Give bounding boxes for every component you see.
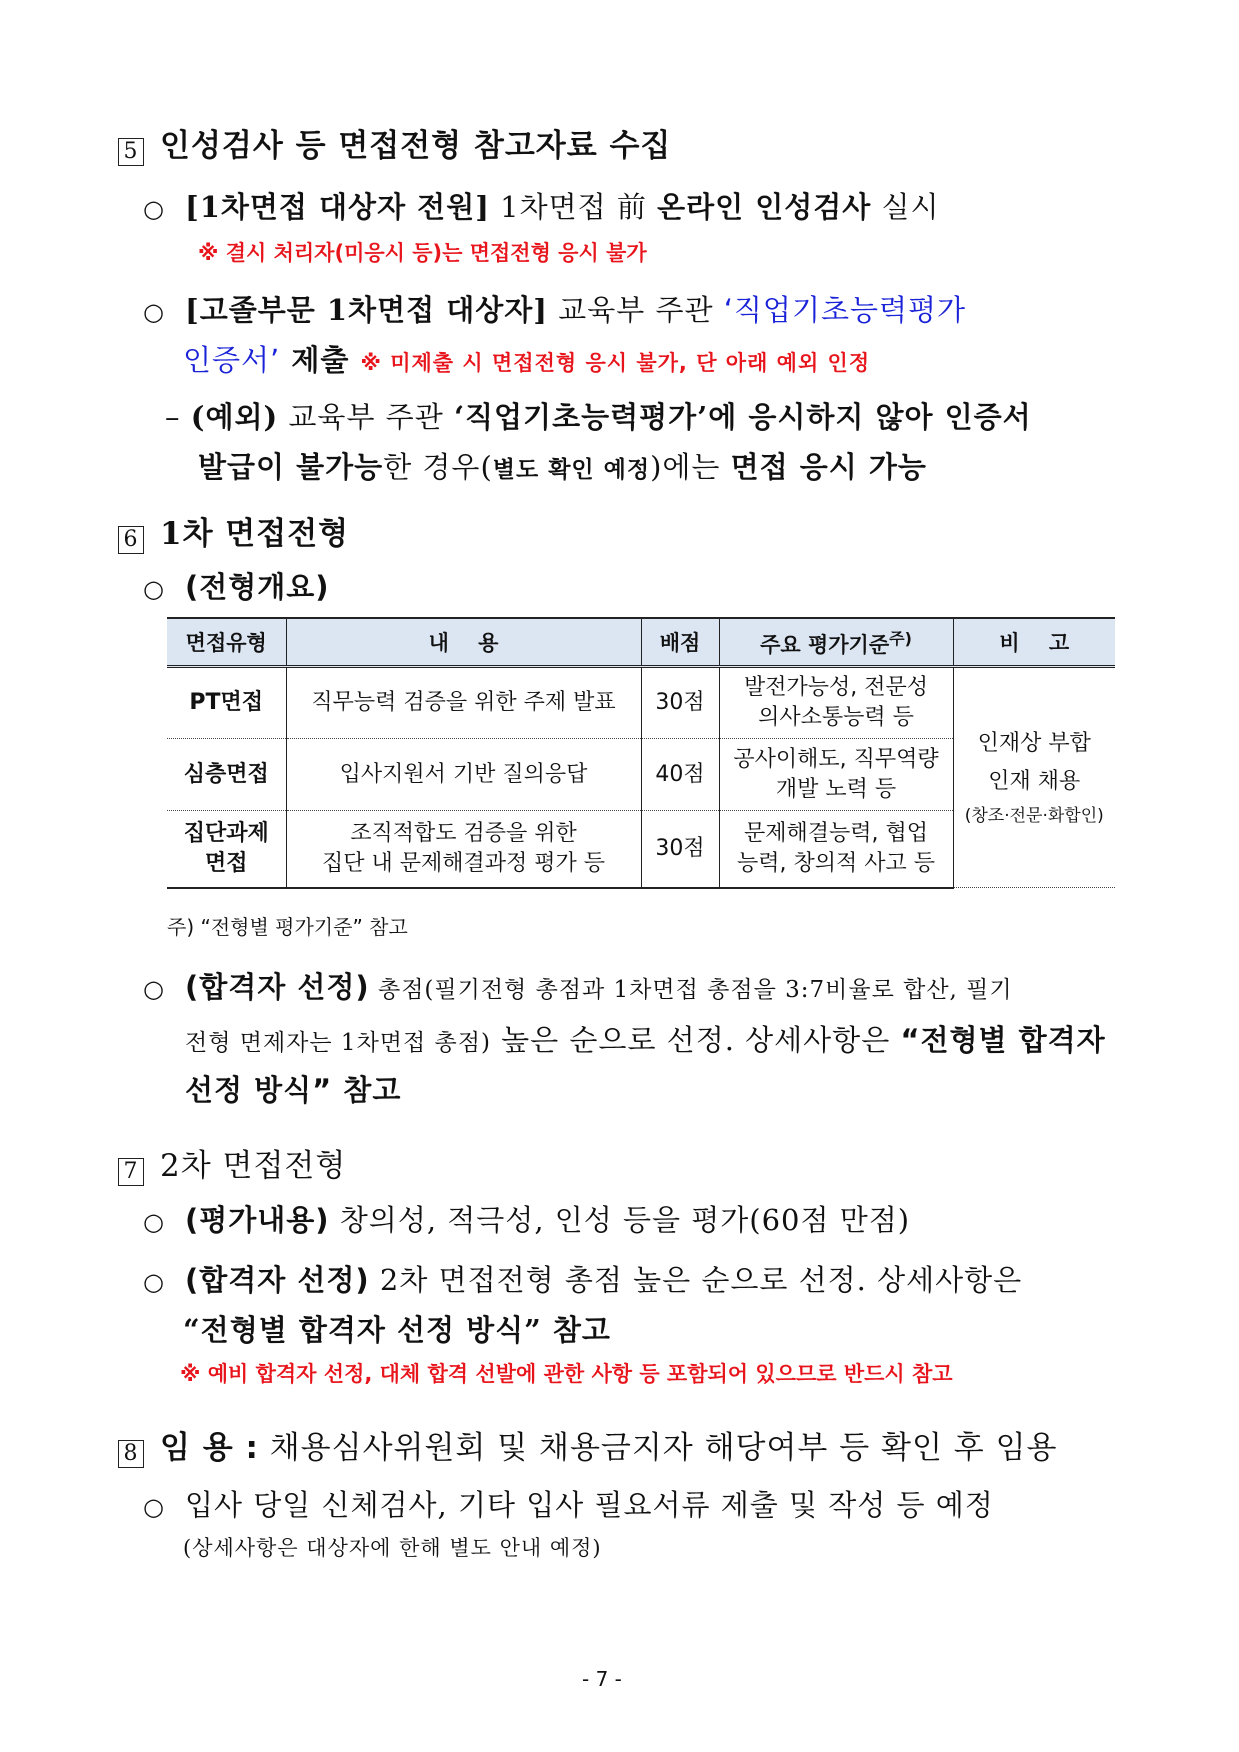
table-header-row — [167, 618, 1115, 667]
bullet-icon: ○ — [143, 1493, 165, 1521]
s5-bullet-2-cont: 인증서’ 제출 ※ 미제출 시 면접전형 응시 불가, 단 아래 예외 인정 — [183, 343, 871, 377]
bullet-icon: ○ — [143, 1208, 165, 1236]
s8-bullet: ○ 입사 당일 신체검사, 기타 입사 필요서류 제출 및 작성 등 예정 — [143, 1488, 994, 1522]
s7-eval: ○ (평가내용) 창의성, 적극성, 인성 등을 평가(60점 만점) — [143, 1203, 911, 1237]
section-6-heading — [118, 508, 349, 554]
section-number-box: 6 — [118, 526, 144, 554]
bullet-icon: ○ — [143, 975, 165, 1003]
s5-exception: – (예외) 교육부 주관 ‘직업기초능력평가’에 응시하지 않아 인증서 — [165, 400, 1032, 434]
section-7-heading — [118, 1140, 346, 1186]
s7-note: ※ 예비 합격자 선정, 대체 합격 선발에 관한 사항 등 포함되어 있으므로 반드시 참고 — [180, 1362, 953, 1386]
table-header: 비 고 — [953, 618, 1115, 667]
section-title: 인성검사 등 면접전형 참고자료 수집 — [160, 128, 672, 164]
s6-selection-cont2: 선정 방식” 참고 — [185, 1073, 402, 1107]
s8-sub: (상세사항은 대상자에 한해 별도 안내 예정) — [183, 1536, 602, 1560]
section-number-box: 8 — [118, 1440, 144, 1468]
table-header: 면접유형 — [167, 618, 286, 667]
s5-exception-cont: 발급이 불가능한 경우(별도 확인 예정)에는 면접 응시 가능 — [198, 450, 927, 484]
bullet-icon: ○ — [143, 1268, 165, 1296]
section-title: 1차 면접전형 — [160, 516, 350, 552]
s5-note-1: ※ 결시 처리자(미응시 등)는 면접전형 응시 불가 — [198, 241, 647, 265]
table-row: 집단과제 면접 조직적합도 검증을 위한 집단 내 문제해결과정 평가 등 30점 문제해결능력, 협업 능력, 창의적 사고 등 — [167, 811, 1115, 888]
s7-selection-cont: “전형별 합격자 선정 방식” 참고 — [183, 1313, 611, 1347]
bullet-icon: ○ — [143, 298, 165, 326]
remark-cell: 인재상 부합 인재 채용 (창조·전문·화합인) — [953, 667, 1115, 888]
table-row: 심층면접 입사지원서 기반 질의응답 40점 공사이해도, 직무역량 개발 노력 등 — [167, 739, 1115, 811]
table-footnote: 주) “전형별 평가기준” 참고 — [167, 915, 408, 939]
section-number-box: 5 — [118, 138, 144, 166]
interview-table — [167, 617, 1115, 889]
page-number: - 7 - — [582, 1667, 622, 1691]
s6-selection-cont: 전형 면제자는 1차면접 총점) 높은 순으로 선정. 상세사항은 “전형별 합격자 — [185, 1023, 1106, 1057]
table-header: 내 용 — [286, 618, 641, 667]
s5-note-2: ※ 미제출 시 면접전형 응시 불가, 단 아래 예외 인정 — [360, 351, 871, 375]
s6-overview: ○ (전형개요) — [143, 570, 330, 604]
s7-selection: ○ (합격자 선정) 2차 면접전형 총점 높은 순으로 선정. 상세사항은 — [143, 1263, 1023, 1297]
section-number-box: 7 — [118, 1158, 144, 1186]
bullet-icon: ○ — [143, 575, 165, 603]
section-8-heading: 8 임 용 : 채용심사위원회 및 채용금지자 해당여부 등 확인 후 임용 — [118, 1422, 1057, 1468]
table-row: PT면접 직무능력 검증을 위한 주제 발표 30점 발전가능성, 전문성 의사소통능력 등 인재상 부합 인재 채용 (창조·전문·화합인) — [167, 667, 1115, 739]
section-title: 2차 면접전형 — [160, 1148, 347, 1184]
table-header: 배점 — [641, 618, 719, 667]
s5-bullet-1: ○ [1차면접 대상자 전원] 1차면접 前 온라인 인성검사 실시 — [143, 190, 940, 224]
section-5-heading — [118, 120, 671, 166]
s5-bullet-2: ○ [고졸부문 1차면접 대상자] 교육부 주관 ‘직업기초능력평가 — [143, 293, 967, 327]
table-header: 주요 평가기준$^{주)}$ — [719, 618, 953, 667]
bullet-icon: ○ — [143, 195, 165, 223]
s6-selection: ○ (합격자 선정) 총점(필기전형 총점과 1차면접 총점을 3:7비율로 합산, 필기 — [143, 970, 1013, 1004]
